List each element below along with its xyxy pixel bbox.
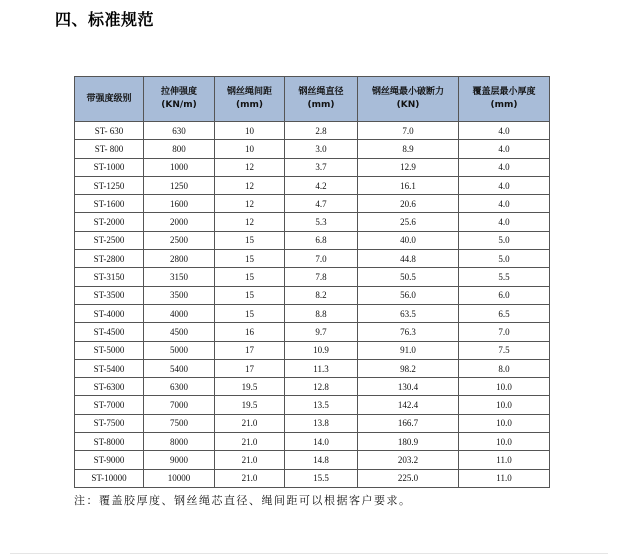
cell-tensile-strength: 8000	[144, 433, 215, 451]
cell-grade: ST-2500	[75, 231, 144, 249]
table-row	[75, 140, 550, 158]
section-title: 四、标准规范	[55, 10, 155, 29]
cell-cord-diameter: 12.8	[285, 378, 358, 396]
cell-tensile-strength: 10000	[144, 469, 215, 487]
cell-cord-pitch: 17	[215, 341, 285, 359]
header-tensile-strength	[144, 77, 215, 122]
cell-grade: ST-5000	[75, 341, 144, 359]
cell-breaking-force: 98.2	[358, 359, 459, 377]
table-row	[75, 176, 550, 194]
cell-grade: ST-1250	[75, 176, 144, 194]
header-strength-grade	[75, 77, 144, 122]
header-unit: (KN)	[396, 100, 420, 110]
cell-cover-thickness: 11.0	[459, 469, 550, 487]
cell-tensile-strength: 1250	[144, 176, 215, 194]
cell-breaking-force: 203.2	[358, 451, 459, 469]
cell-cover-thickness: 5.5	[459, 268, 550, 286]
cell-cover-thickness: 4.0	[459, 213, 550, 231]
cell-tensile-strength: 3500	[144, 286, 215, 304]
cell-breaking-force: 56.0	[358, 286, 459, 304]
table-row	[75, 469, 550, 487]
cell-tensile-strength: 7000	[144, 396, 215, 414]
cell-breaking-force: 130.4	[358, 378, 459, 396]
cell-cover-thickness: 5.0	[459, 231, 550, 249]
cell-cover-thickness: 10.0	[459, 433, 550, 451]
cell-breaking-force: 142.4	[358, 396, 459, 414]
header-min-cover-thickness	[459, 77, 550, 122]
cell-cord-pitch: 15	[215, 231, 285, 249]
cell-grade: ST-6300	[75, 378, 144, 396]
cell-cord-diameter: 15.5	[285, 469, 358, 487]
cell-cover-thickness: 6.0	[459, 286, 550, 304]
cell-grade: ST-7500	[75, 414, 144, 432]
cell-tensile-strength: 7500	[144, 414, 215, 432]
table-row	[75, 195, 550, 213]
table-row	[75, 396, 550, 414]
cell-tensile-strength: 3150	[144, 268, 215, 286]
cell-cover-thickness: 7.0	[459, 323, 550, 341]
header-label: 钢丝绳直径	[298, 87, 344, 97]
table-row	[75, 341, 550, 359]
cell-grade: ST-2000	[75, 213, 144, 231]
cell-breaking-force: 25.6	[358, 213, 459, 231]
cell-tensile-strength: 4000	[144, 304, 215, 322]
header-unit: (mm)	[307, 100, 335, 110]
cell-grade: ST-3500	[75, 286, 144, 304]
cell-tensile-strength: 2500	[144, 231, 215, 249]
cell-cord-pitch: 12	[215, 158, 285, 176]
header-min-breaking-force	[358, 77, 459, 122]
cell-cover-thickness: 5.0	[459, 250, 550, 268]
cell-tensile-strength: 630	[144, 122, 215, 140]
cell-breaking-force: 180.9	[358, 433, 459, 451]
cell-tensile-strength: 5400	[144, 359, 215, 377]
cell-breaking-force: 166.7	[358, 414, 459, 432]
cell-cord-pitch: 10	[215, 140, 285, 158]
cell-grade: ST-8000	[75, 433, 144, 451]
table-row	[75, 231, 550, 249]
cell-cord-pitch: 21.0	[215, 469, 285, 487]
cell-cover-thickness: 8.0	[459, 359, 550, 377]
cell-cord-diameter: 9.7	[285, 323, 358, 341]
cell-cover-thickness: 4.0	[459, 158, 550, 176]
cell-cord-pitch: 21.0	[215, 433, 285, 451]
cell-cord-diameter: 7.0	[285, 250, 358, 268]
cell-cover-thickness: 4.0	[459, 176, 550, 194]
cell-grade: ST- 800	[75, 140, 144, 158]
cell-cord-pitch: 15	[215, 286, 285, 304]
cell-grade: ST-1000	[75, 158, 144, 176]
cell-breaking-force: 12.9	[358, 158, 459, 176]
table-row	[75, 122, 550, 140]
table-row	[75, 378, 550, 396]
cell-cord-pitch: 17	[215, 359, 285, 377]
spec-table	[74, 76, 550, 488]
cell-cord-diameter: 3.0	[285, 140, 358, 158]
cell-cord-pitch: 21.0	[215, 451, 285, 469]
footnote: 注：覆盖胶厚度、钢丝绳芯直径、绳间距可以根据客户要求。	[74, 494, 412, 507]
cell-cord-diameter: 8.2	[285, 286, 358, 304]
cell-tensile-strength: 9000	[144, 451, 215, 469]
cell-cord-diameter: 8.8	[285, 304, 358, 322]
header-label: 覆盖层最小厚度	[472, 87, 536, 97]
cell-grade: ST-10000	[75, 469, 144, 487]
table-row	[75, 451, 550, 469]
cell-cover-thickness: 10.0	[459, 414, 550, 432]
header-unit: (KN/m)	[161, 100, 197, 110]
header-label: 钢丝绳间距	[226, 87, 272, 97]
cell-cover-thickness: 6.5	[459, 304, 550, 322]
cell-breaking-force: 40.0	[358, 231, 459, 249]
cell-tensile-strength: 800	[144, 140, 215, 158]
cell-tensile-strength: 1600	[144, 195, 215, 213]
cell-cord-pitch: 15	[215, 268, 285, 286]
cell-breaking-force: 20.6	[358, 195, 459, 213]
cell-tensile-strength: 1000	[144, 158, 215, 176]
table-body	[75, 122, 550, 488]
cell-breaking-force: 50.5	[358, 268, 459, 286]
table-row	[75, 286, 550, 304]
cell-breaking-force: 225.0	[358, 469, 459, 487]
cell-cord-diameter: 11.3	[285, 359, 358, 377]
cell-breaking-force: 76.3	[358, 323, 459, 341]
table-row	[75, 359, 550, 377]
header-unit: (mm)	[490, 100, 518, 110]
cell-cord-diameter: 2.8	[285, 122, 358, 140]
table-header-row	[75, 77, 550, 122]
cell-cord-diameter: 3.7	[285, 158, 358, 176]
cell-grade: ST-9000	[75, 451, 144, 469]
table-row	[75, 268, 550, 286]
cell-breaking-force: 91.0	[358, 341, 459, 359]
cell-tensile-strength: 2800	[144, 250, 215, 268]
cell-cord-diameter: 4.2	[285, 176, 358, 194]
table-row	[75, 250, 550, 268]
table-row	[75, 304, 550, 322]
cell-cord-diameter: 14.8	[285, 451, 358, 469]
cell-grade: ST-2800	[75, 250, 144, 268]
cell-cord-pitch: 10	[215, 122, 285, 140]
cell-breaking-force: 8.9	[358, 140, 459, 158]
cell-grade: ST- 630	[75, 122, 144, 140]
cell-cover-thickness: 10.0	[459, 378, 550, 396]
divider	[10, 553, 608, 554]
header-unit: (mm)	[236, 100, 263, 110]
cell-cord-diameter: 10.9	[285, 341, 358, 359]
cell-grade: ST-1600	[75, 195, 144, 213]
table-row	[75, 323, 550, 341]
cell-cover-thickness: 4.0	[459, 122, 550, 140]
cell-grade: ST-5400	[75, 359, 144, 377]
cell-cord-pitch: 21.0	[215, 414, 285, 432]
cell-cord-diameter: 5.3	[285, 213, 358, 231]
cell-cord-pitch: 12	[215, 176, 285, 194]
cell-breaking-force: 44.8	[358, 250, 459, 268]
cell-breaking-force: 7.0	[358, 122, 459, 140]
cell-cord-diameter: 14.0	[285, 433, 358, 451]
table-row	[75, 213, 550, 231]
cell-grade: ST-7000	[75, 396, 144, 414]
cell-tensile-strength: 6300	[144, 378, 215, 396]
cell-cover-thickness: 4.0	[459, 140, 550, 158]
cell-tensile-strength: 2000	[144, 213, 215, 231]
header-label: 带强度级别	[86, 93, 132, 104]
cell-cover-thickness: 11.0	[459, 451, 550, 469]
cell-cord-diameter: 7.8	[285, 268, 358, 286]
cell-tensile-strength: 4500	[144, 323, 215, 341]
cell-cord-pitch: 12	[215, 195, 285, 213]
table-row	[75, 433, 550, 451]
cell-cord-diameter: 4.7	[285, 195, 358, 213]
cell-cover-thickness: 4.0	[459, 195, 550, 213]
cell-cord-diameter: 6.8	[285, 231, 358, 249]
header-cord-pitch	[215, 77, 285, 122]
header-cord-diameter	[285, 77, 358, 122]
cell-cord-pitch: 19.5	[215, 396, 285, 414]
cell-grade: ST-4000	[75, 304, 144, 322]
cell-grade: ST-3150	[75, 268, 144, 286]
cell-cord-pitch: 15	[215, 304, 285, 322]
cell-cord-pitch: 19.5	[215, 378, 285, 396]
table-row	[75, 414, 550, 432]
header-label: 钢丝绳最小破断力	[371, 87, 444, 97]
cell-grade: ST-4500	[75, 323, 144, 341]
table-row	[75, 158, 550, 176]
cell-cord-diameter: 13.5	[285, 396, 358, 414]
cell-cord-pitch: 16	[215, 323, 285, 341]
cell-tensile-strength: 5000	[144, 341, 215, 359]
cell-cord-pitch: 12	[215, 213, 285, 231]
cell-cord-diameter: 13.8	[285, 414, 358, 432]
cell-breaking-force: 63.5	[358, 304, 459, 322]
cell-cover-thickness: 7.5	[459, 341, 550, 359]
header-label: 拉伸强度	[160, 87, 197, 97]
cell-cover-thickness: 10.0	[459, 396, 550, 414]
cell-cord-pitch: 15	[215, 250, 285, 268]
cell-breaking-force: 16.1	[358, 176, 459, 194]
